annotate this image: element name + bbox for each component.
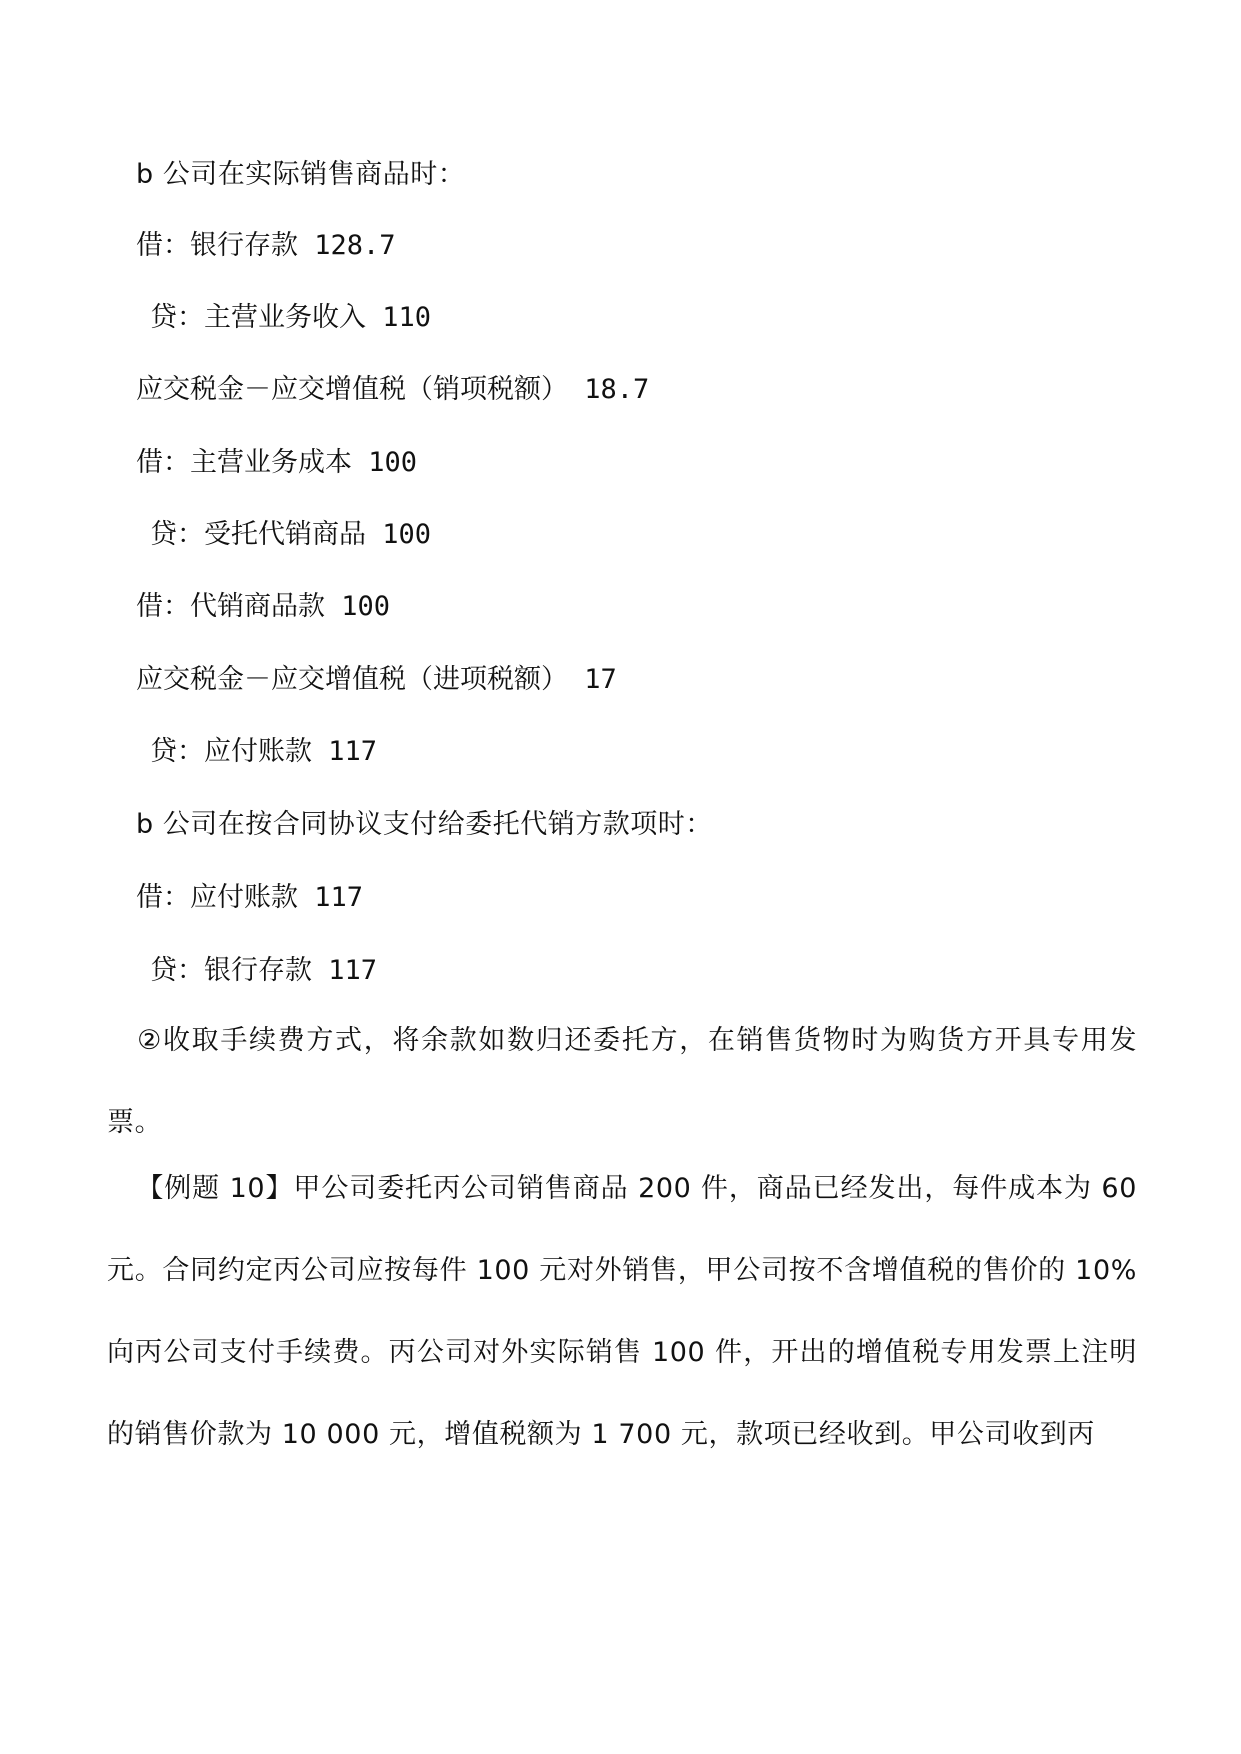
entry-credit-main-revenue: 贷：主营业务收入 110: [150, 302, 432, 333]
entry-credit-accounts-payable: 贷：应付账款 117: [150, 736, 378, 767]
text-line-heading-1: b 公司在实际销售商品时：: [136, 159, 466, 190]
entry-debit-main-cost: 借：主营业务成本 100: [136, 447, 418, 478]
entry-input-vat: 应交税金－应交增值税（进项税额） 17: [136, 664, 617, 695]
paragraph-commission-method: [107, 1000, 1137, 1164]
entry-credit-bank-deposit: 贷：银行存款 117: [150, 955, 378, 986]
entry-output-vat: 应交税金－应交增值税（销项税额） 18.7: [136, 374, 650, 405]
entry-debit-accounts-payable: 借：应付账款 117: [136, 882, 364, 913]
paragraph-example-10: [107, 1148, 1137, 1476]
entry-credit-consigned-goods: 贷：受托代销商品 100: [150, 519, 432, 550]
paragraph-1-text: ②收取手续费方式，将余款如数归还委托方，在销售货物时为购货方开具专用发票。: [107, 1025, 1137, 1138]
text-line-heading-2: b 公司在按合同协议支付给委托代销方款项时：: [136, 809, 713, 840]
entry-debit-bank-deposit: 借：银行存款 128.7: [136, 230, 396, 261]
paragraph-2-text: 【例题 10】甲公司委托丙公司销售商品 200 件，商品已经发出，每件成本为 60 元。合同约定丙公司应按每件 100 元对外销售，甲公司按不含增值税的售价的 10%向丙公司支付手续费。丙公司对外实际销售 100 件，开出的增值税专用发票上注明的销售价款为 10 000 元，增值税额为 1 700 元，款项已经收到。甲公司收到丙: [107, 1173, 1137, 1450]
entry-debit-consignment-payment: 借：代销商品款 100: [136, 591, 391, 622]
